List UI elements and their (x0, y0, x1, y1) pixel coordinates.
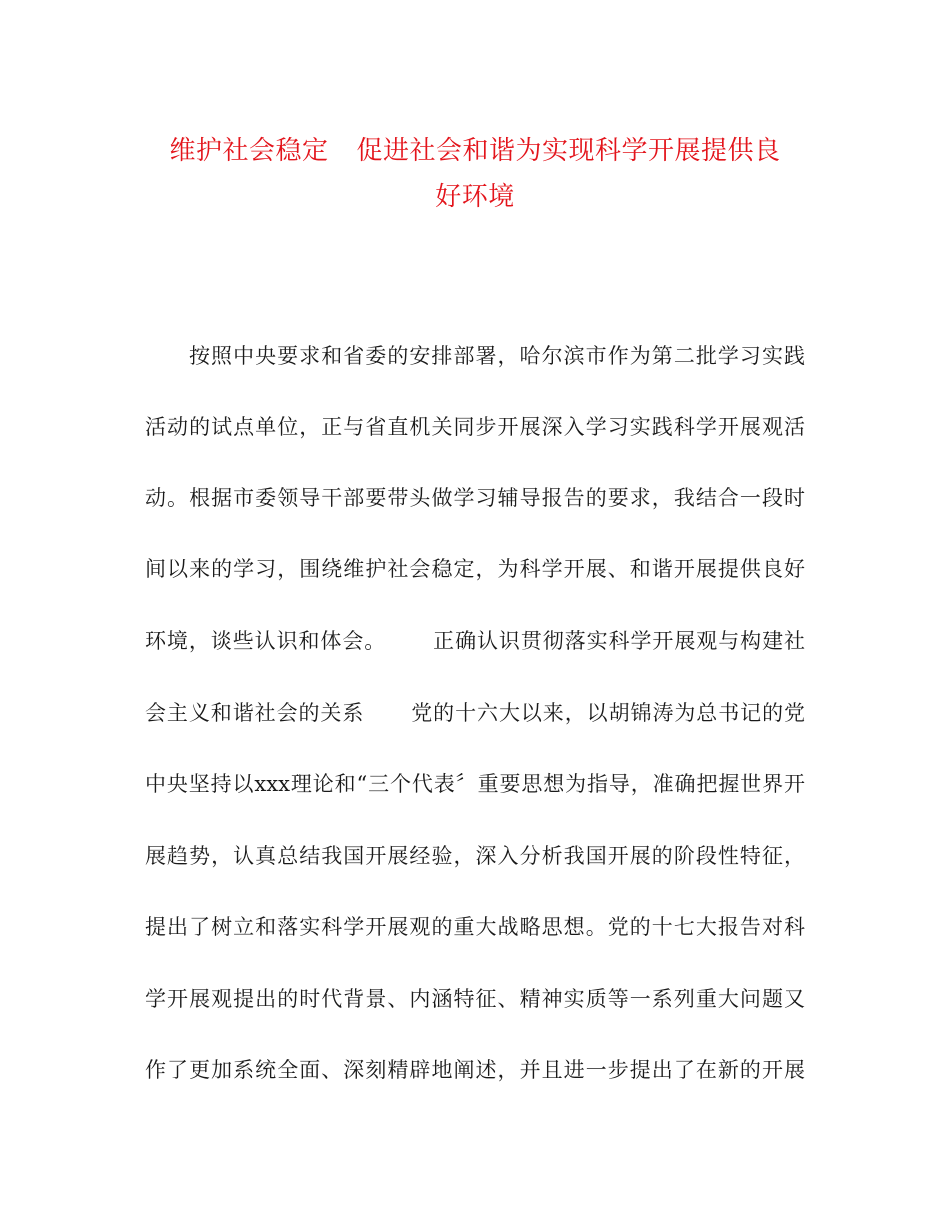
body-line-1: 按照中央要求和省委的安排部署，哈尔滨市作为第二批学习实践 (189, 344, 805, 368)
body-line-10: 学开展观提出的时代背景、内涵特征、精神实质等一系列重大问题又 (145, 987, 805, 1011)
body-line-5 (145, 627, 805, 655)
title-line-2: 好环境 (435, 182, 515, 212)
body-line-6-part-2: 党的十六大以来，以胡锦涛为总书记的党 (410, 701, 805, 725)
title-part-2: 促进社会和谐为实现科学开展提供良 (356, 136, 781, 166)
body-line-9: 提出了树立和落实科学开展观的重大战略思想。党的十七大报告对科 (145, 915, 805, 939)
section-heading-part-2: 会主义和谐社会的关系 (145, 701, 365, 725)
body-line-5-part-1: 环境，谈些认识和体会。 (145, 629, 387, 653)
title-part-1: 维护社会稳定 (169, 136, 329, 166)
body-line-3: 动。根据市委领导干部要带头做学习辅导报告的要求，我结合一段时 (145, 486, 805, 510)
body-line-4: 间以来的学习，围绕维护社会稳定，为科学开展、和谐开展提供良好 (145, 557, 805, 581)
body-line-6 (145, 699, 805, 727)
section-heading-part-1: 正确认识贯彻落实科学开展观与构建社 (432, 629, 805, 653)
body-line-7: 中央坚持以xxx理论和“三个代表〞重要思想为指导，准确把握世界开 (145, 772, 805, 796)
body-line-2: 活动的试点单位，正与省直机关同步开展深入学习实践科学开展观活 (145, 415, 805, 439)
document-title (145, 128, 805, 220)
body-line-8: 展趋势，认真总结我国开展经验，深入分析我国开展的阶段性特征， (145, 844, 805, 868)
body-line-11: 作了更加系统全面、深刻精辟地阐述，并且进一步提出了在新的开展 (145, 1058, 805, 1082)
